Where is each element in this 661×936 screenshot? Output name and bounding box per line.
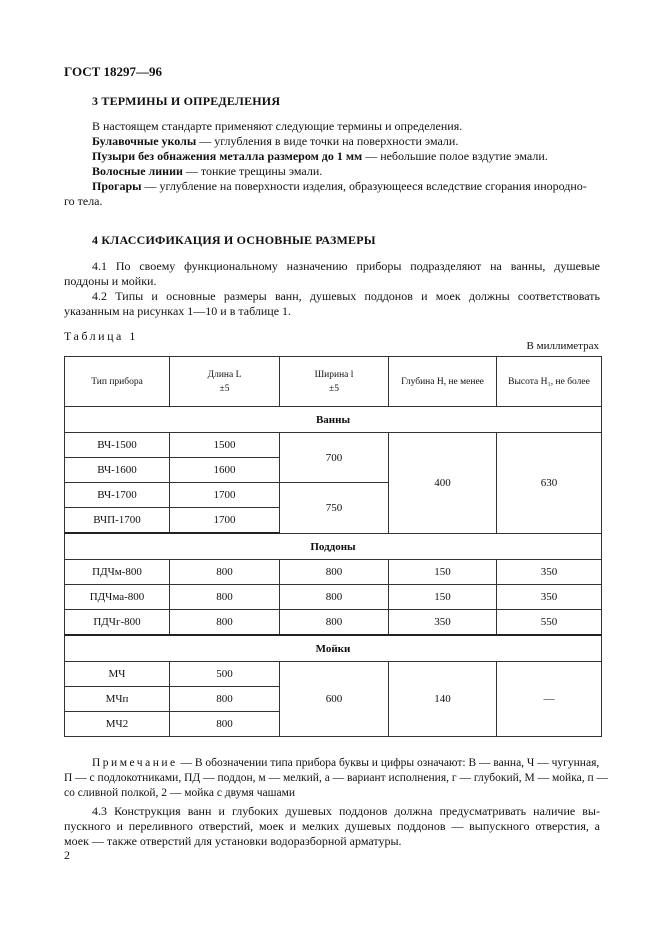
term-text: — тонкие трещины эмали.: [182, 164, 323, 178]
term-definition-4: [92, 179, 587, 194]
table-label: Таблица 1: [64, 329, 138, 343]
cell-height: 630: [497, 433, 602, 534]
paragraph-4-1-line-1: 4.1 По своему функциональному назначению приборы подразделяют на ванны, душевые: [92, 259, 600, 273]
term-name: Булавочные уколы: [92, 134, 197, 148]
cell-length: 800: [170, 610, 280, 636]
table-row: [65, 560, 602, 585]
header-height: Высота H₁, не более: [497, 357, 602, 407]
note-line-2: П — с подлокотниками, ПД — поддон, м — мелкий, а — вариант исполнения, г — глубокий, М — мойка, п —: [64, 772, 608, 784]
cell-type: ПДЧм-800: [65, 560, 170, 585]
cell-length: 800: [170, 712, 280, 737]
table-row: [65, 662, 602, 687]
cell-type: ПДЧг-800: [65, 610, 170, 636]
standard-code: ГОСТ 18297—96: [64, 64, 163, 79]
cell-height: 550: [497, 610, 602, 636]
cell-type: ВЧП-1700: [65, 508, 170, 534]
cell-width: 800: [280, 585, 389, 610]
section-3-title: 3 ТЕРМИНЫ И ОПРЕДЕЛЕНИЯ: [92, 94, 281, 108]
dimensions-table: [64, 356, 602, 737]
cell-type: ВЧ-1700: [65, 483, 170, 508]
cell-width: 800: [280, 610, 389, 636]
table-row: [65, 610, 602, 636]
paragraph-4-2-line-1: 4.2 Типы и основные размеры ванн, душевых поддонов и моек должны соответствовать: [92, 289, 600, 303]
table-row: [65, 433, 602, 458]
cell-type: МЧ2: [65, 712, 170, 737]
section-4-title: 4 КЛАССИФИКАЦИЯ И ОСНОВНЫЕ РАЗМЕРЫ: [92, 233, 376, 247]
cell-length: 800: [170, 585, 280, 610]
paragraph-4-3-line-2: пускного и переливного отверстий, моек и мелких душевых поддонов — выпускного отверстия, а: [64, 819, 600, 833]
cell-length: 1600: [170, 458, 280, 483]
term-definition-3: [92, 164, 322, 179]
cell-type: МЧп: [65, 687, 170, 712]
section-title-trays: Поддоны: [65, 533, 602, 560]
cell-depth: 400: [389, 433, 497, 534]
cell-depth: 150: [389, 585, 497, 610]
cell-depth: 350: [389, 610, 497, 636]
header-length: Длина L ±5: [170, 357, 280, 407]
cell-type: ВЧ-1500: [65, 433, 170, 458]
cell-width: 700: [280, 433, 389, 483]
note-text: — В обозначении типа прибора буквы и цифры означают: В — ванна, Ч — чугунная,: [177, 757, 600, 769]
cell-width: 600: [280, 662, 389, 737]
header-type: Тип прибора: [65, 357, 170, 407]
term-definition-4-continuation: го тела.: [64, 194, 103, 208]
section-row-sinks: [65, 635, 602, 662]
cell-length: 1700: [170, 483, 280, 508]
term-definition-2: [92, 149, 548, 164]
section-title-baths: Ванны: [65, 407, 602, 433]
cell-length: 800: [170, 560, 280, 585]
term-text: — небольшие полое вздутие эмали.: [362, 149, 548, 163]
cell-type: ПДЧма-800: [65, 585, 170, 610]
cell-length: 1700: [170, 508, 280, 534]
paragraph-4-1-line-2: поддоны и мойки.: [64, 274, 157, 288]
term-definition-1: [92, 134, 458, 149]
cell-height: 350: [497, 560, 602, 585]
cell-width: 750: [280, 483, 389, 534]
section-row-baths: [65, 407, 602, 433]
term-name: Прогары: [92, 179, 142, 193]
table-row: [65, 585, 602, 610]
term-text: — углубление на поверхности изделия, образующееся вследствие сгорания инородно-: [141, 179, 587, 193]
cell-length: 800: [170, 687, 280, 712]
page-number: 2: [64, 848, 70, 862]
paragraph-4-3-line-1: 4.3 Конструкция ванн и глубоких душевых поддонов должна предусматривать наличие вы-: [92, 804, 600, 818]
cell-type: ВЧ-1600: [65, 458, 170, 483]
paragraph-4-2-line-2: указанным на рисунках 1—10 и в таблице 1.: [64, 304, 292, 318]
table-units: В миллиметрах: [526, 340, 599, 352]
cell-type: МЧ: [65, 662, 170, 687]
cell-depth: 140: [389, 662, 497, 737]
note-label: Примечание: [92, 757, 178, 769]
section-title-sinks: Мойки: [65, 635, 602, 662]
header-width: Ширина l ±5: [280, 357, 389, 407]
term-name: Пузыри без обнажения металла размером до 1 мм: [92, 149, 363, 163]
cell-length: 500: [170, 662, 280, 687]
section-3-intro: В настоящем стандарте применяют следующие термины и определения.: [92, 119, 463, 133]
note-line-1: [92, 756, 599, 771]
cell-length: 1500: [170, 433, 280, 458]
section-row-trays: [65, 533, 602, 560]
note-line-3: со сливной полкой, 2 — мойка с двумя чашами: [64, 787, 295, 799]
term-name: Волосные линии: [92, 164, 183, 178]
cell-depth: 150: [389, 560, 497, 585]
cell-height: 350: [497, 585, 602, 610]
table-header-row: [65, 357, 602, 407]
header-depth: Глубина H, не менее: [389, 357, 497, 407]
cell-height: —: [497, 662, 602, 737]
paragraph-4-3-line-3: моек — также отверстий для установки водоразборной арматуры.: [64, 834, 402, 848]
term-text: — углубления в виде точки на поверхности эмали.: [196, 134, 459, 148]
cell-width: 800: [280, 560, 389, 585]
